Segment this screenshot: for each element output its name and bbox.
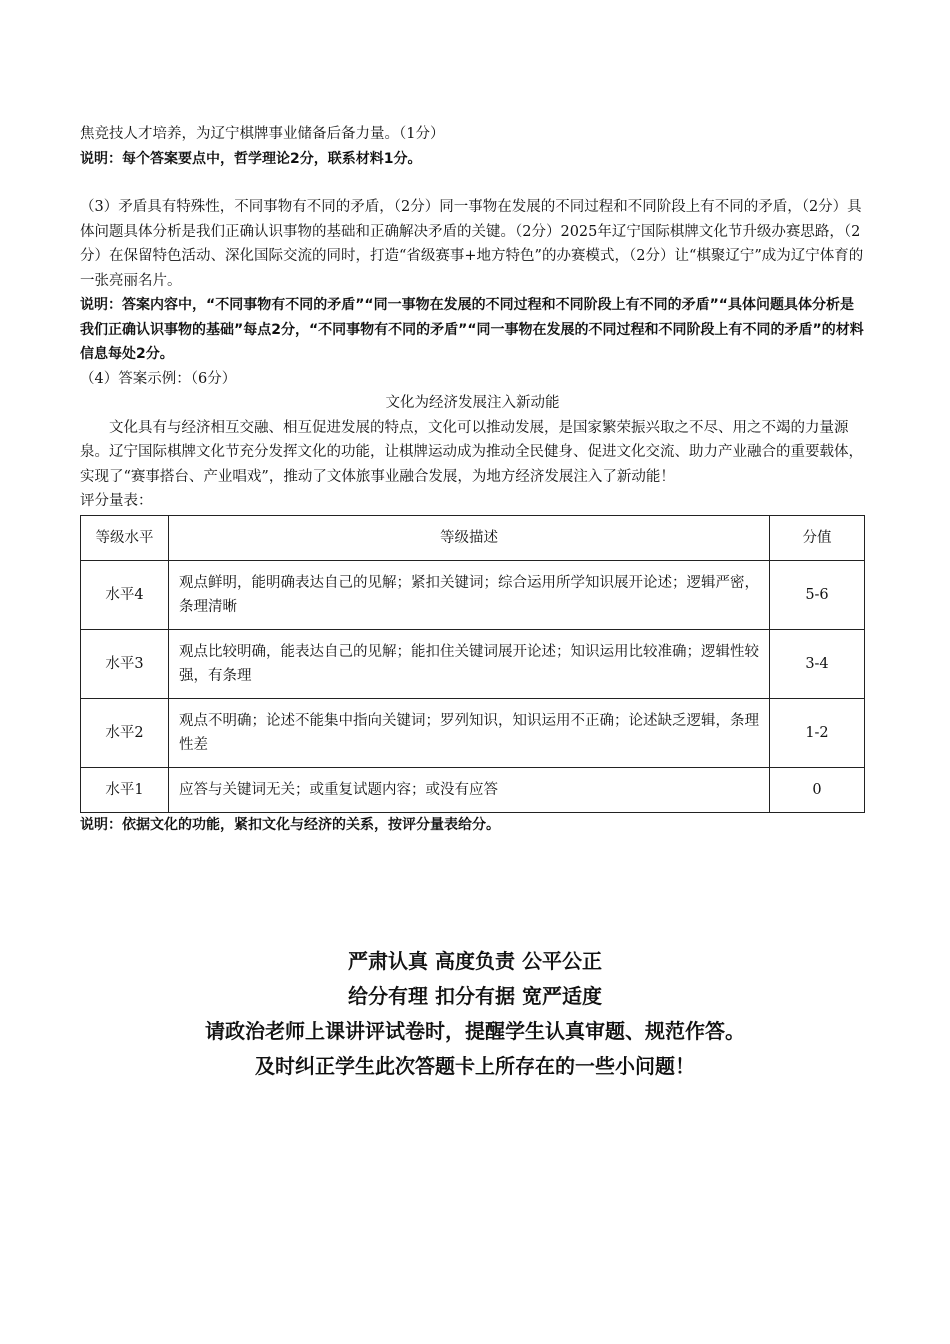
row-desc: 观点比较明确，能表达自己的见解；能扣住关键词展开论述；知识运用比较准确；逻辑性较强，有条理 bbox=[169, 629, 770, 698]
table-row bbox=[81, 698, 865, 767]
rubric-table bbox=[80, 515, 865, 813]
row-desc: 应答与关键词无关；或重复试题内容；或没有应答 bbox=[169, 767, 770, 812]
part2-line-end: 焦竞技人才培养，为辽宁棋牌事业储备后备力量。（1分） bbox=[80, 126, 445, 142]
closing-line-1: 严肃认真 高度负责 公平公正 bbox=[348, 949, 602, 973]
table-row bbox=[81, 767, 865, 812]
answer-key-page bbox=[80, 122, 865, 837]
closing-reminder bbox=[0, 944, 950, 1084]
row-level: 水平1 bbox=[81, 767, 169, 812]
rubric-note: 说明：依据文化的功能，紧扣文化与经济的关系，按评分量表给分。 bbox=[80, 816, 500, 833]
rubric-label: 评分量表： bbox=[80, 493, 153, 509]
closing-line-3: 请政治老师上课讲评试卷时，提醒学生认真审题、规范作答。 bbox=[205, 1019, 745, 1043]
table-row bbox=[81, 629, 865, 698]
row-level: 水平3 bbox=[81, 629, 169, 698]
part4-heading: （4）答案示例：（6分） bbox=[80, 370, 237, 387]
closing-line-2: 给分有理 扣分有据 宽严适度 bbox=[348, 984, 602, 1008]
part3-answer: （3）矛盾具有特殊性，不同事物有不同的矛盾，（2分）同一事物在发展的不同过程和不同阶段上有不同的矛盾，（2分）具体问题具体分析是我们正确认识事物的基础和正确解决矛盾的关键。（2分）2025年辽宁国际棋牌文化节升级办赛思路，（2分）在保留特色活动、深化国际交流的同时，打造“省级赛事+地方特色”的办赛模式，（2分）让“棋聚辽宁”成为辽宁体育的一张亮丽名片。 bbox=[80, 199, 864, 289]
row-score: 0 bbox=[770, 767, 865, 812]
header-score: 分值 bbox=[770, 515, 865, 560]
row-score: 5-6 bbox=[770, 560, 865, 629]
row-score: 1-2 bbox=[770, 698, 865, 767]
row-score: 3-4 bbox=[770, 629, 865, 698]
row-level: 水平4 bbox=[81, 560, 169, 629]
part3-scoring-note: 说明：答案内容中，“不同事物有不同的矛盾”“同一事物在发展的不同过程和不同阶段上有不同的矛盾”“具体问题具体分析是我们正确认识事物的基础”每点2分，“不同事物有不同的矛盾”“同一事物在发展的不同过程和不同阶段上有不同的矛盾”的材料信息每处2分。 bbox=[80, 297, 864, 362]
essay-body: 文化具有与经济相互交融、相互促进发展的特点，文化可以推动发展，是国家繁荣振兴取之不尽、用之不竭的力量源泉。辽宁国际棋牌文化节充分发挥文化的功能，让棋牌运动成为推动全民健身、促进文化交流、助力产业融合的重要载体，实现了“赛事搭台、产业唱戏”，推动了文体旅事业融合发展，为地方经济发展注入了新动能！ bbox=[80, 419, 863, 485]
rubric-header-row bbox=[81, 515, 865, 560]
table-row bbox=[81, 560, 865, 629]
row-level: 水平2 bbox=[81, 698, 169, 767]
part2-scoring-note: 说明：每个答案要点中，哲学理论2分，联系材料1分。 bbox=[80, 150, 422, 167]
header-level: 等级水平 bbox=[81, 515, 169, 560]
spacer bbox=[80, 171, 865, 195]
essay-title: 文化为经济发展注入新动能 bbox=[385, 395, 560, 411]
row-desc: 观点不明确；论述不能集中指向关键词；罗列知识，知识运用不正确；论述缺乏逻辑，条理性差 bbox=[169, 698, 770, 767]
header-desc: 等级描述 bbox=[169, 515, 770, 560]
closing-line-4: 及时纠正学生此次答题卡上所存在的一些小问题！ bbox=[255, 1054, 695, 1078]
row-desc: 观点鲜明，能明确表达自己的见解；紧扣关键词；综合运用所学知识展开论述；逻辑严密，条理清晰 bbox=[169, 560, 770, 629]
